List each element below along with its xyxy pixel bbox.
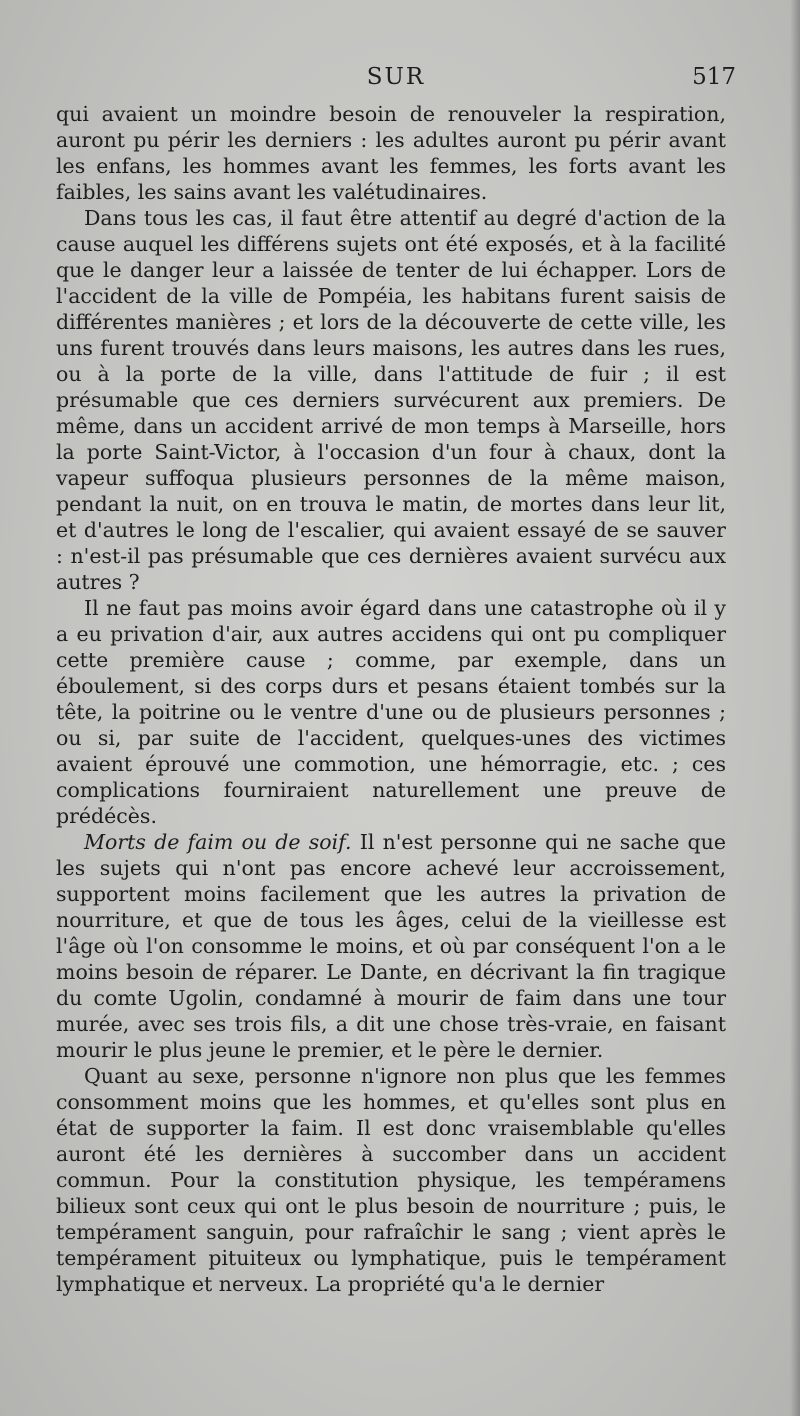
paragraph-pompeia bbox=[56, 205, 726, 595]
paragraph-catastrophe bbox=[56, 595, 726, 829]
paragraph-text: Il ne faut pas moins avoir égard dans une catastrophe où il y a eu privation d'air, aux autres accidens qui ont pu compliquer cette première cause ; comme, par exemple, dans un éboulement, si des corps durs et pesans étaient tombés sur la tête, la poitrine ou le ventre d'une ou de plusieurs personnes ; ou si, par suite de l'accident, quelques-unes des victimes avaient éprouvé une commotion, une hémorragie, etc. ; ces complications fourniraient naturellement une preuve de prédécès. bbox=[56, 596, 726, 828]
paragraph-text: qui avaient un moindre besoin de renouveler la respiration, auront pu périr les derniers : les adultes auront pu périr avant les enfans, les hommes avant les femmes, les forts avant les faibles, les sains avant les valétudinaires. bbox=[56, 102, 726, 204]
running-head: SUR bbox=[366, 64, 426, 90]
paragraph-text: Quant au sexe, personne n'ignore non plus que les femmes consomment moins que les hommes, et qu'elles sont plus en état de supporter la faim. Il est donc vraisemblable qu'elles auront été les dernières à succomber dans un accident commun. Pour la constitution physique, les tempéramens bilieux sont ceux qui ont le plus besoin de nourriture ; puis, le tempérament sanguin, pour rafraîchir le sang ; vient après le tempérament pituiteux ou lymphatique, puis le tempérament lymphatique et nerveux. La propriété qu'a le dernier bbox=[56, 1064, 726, 1296]
page-edge-shadow bbox=[790, 0, 800, 1416]
body-text bbox=[56, 101, 726, 1297]
paragraph-sexe bbox=[56, 1063, 726, 1297]
page-number: 517 bbox=[692, 64, 736, 90]
paragraph-text: Il n'est personne qui ne sache que les sujets qui n'ont pas encore achevé leur accroissement, supportent moins facilement que les autres la privation de nourriture, et que de tous les âges, celui de la vieillesse est l'âge où l'on consomme le moins, et où par conséquent l'on a le moins besoin de réparer. Le Dante, en décrivant la fin tragique du comte Ugolin, condamné à mourir de faim dans une tour murée, avec ses trois fils, a dit une chose très-vraie, en faisant mourir le plus jeune le premier, et le père le dernier. bbox=[56, 830, 727, 1062]
page-header bbox=[56, 64, 736, 98]
paragraph-morts-de-faim bbox=[56, 829, 726, 1063]
paragraph-text: Dans tous les cas, il faut être attentif au degré d'action de la cause auquel les différens sujets ont été exposés, et à la facilité que le danger leur a laissée de tenter de lui échapper. Lors de l'accident de la ville de Pompéia, les habitans furent saisis de différentes manières ; et lors de la découverte de cette ville, les uns furent trouvés dans leurs maisons, les autres dans les rues, ou à la porte de la ville, dans l'attitude de fuir ; il est présumable que ces derniers survécurent aux premiers. De même, dans un accident arrivé de mon temps à Marseille, hors la porte Saint-Victor, à l'occasion d'un four à chaux, dont la vapeur suffoqua plusieurs personnes de la même maison, pendant la nuit, on en trouva le matin, de mortes dans leur lit, et d'autres le long de l'escalier, qui avaient essayé de se sauver : n'est-il pas présumable que ces dernières avaient survécu aux autres ? bbox=[56, 206, 726, 594]
section-heading-italic: Morts de faim ou de soif. bbox=[84, 830, 352, 854]
paragraph-continuation bbox=[56, 101, 726, 205]
